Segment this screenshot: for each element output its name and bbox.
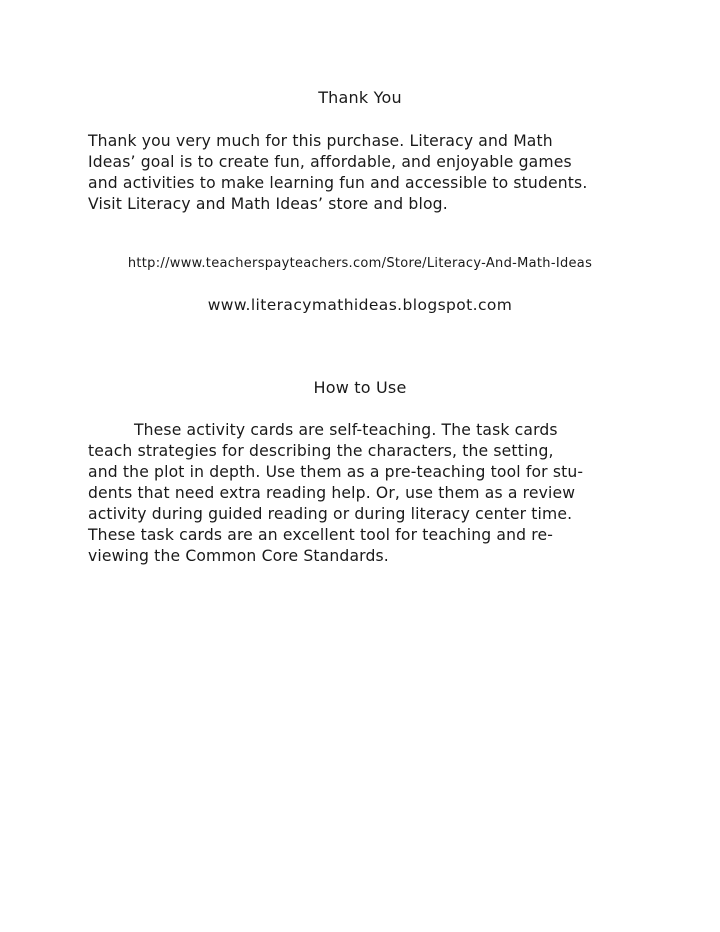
paragraph-line: Thank you very much for this purchase. Literacy and Math xyxy=(88,132,553,150)
thank-you-heading: Thank You xyxy=(318,88,402,107)
paragraph-line: activity during guided reading or during literacy center time. xyxy=(88,505,573,523)
paragraph-line: viewing the Common Core Standards. xyxy=(88,547,389,565)
paragraph-line: These task cards are an excellent tool for teaching and re- xyxy=(88,526,554,544)
paragraph-line: Ideas’ goal is to create fun, affordable, and enjoyable games xyxy=(88,153,572,171)
paragraph-line: dents that need extra reading help. Or, use them as a review xyxy=(88,484,576,502)
paragraph-line: and the plot in depth. Use them as a pre-teaching tool for stu- xyxy=(88,463,584,481)
paragraph-line: teach strategies for describing the characters, the setting, xyxy=(88,442,554,460)
blog-link[interactable]: www.literacymathideas.blogspot.com xyxy=(207,296,513,314)
paragraph-line: Visit Literacy and Math Ideas’ store and blog. xyxy=(88,195,448,213)
how-to-use-paragraph xyxy=(88,420,648,567)
thank-you-paragraph xyxy=(88,131,648,215)
store-link[interactable]: http://www.teacherspayteachers.com/Store/Literacy-And-Math-Ideas xyxy=(127,256,593,271)
how-to-use-heading: How to Use xyxy=(313,378,407,397)
paragraph-line: These activity cards are self-teaching. The task cards xyxy=(88,421,558,439)
paragraph-line: and activities to make learning fun and accessible to students. xyxy=(88,174,588,192)
